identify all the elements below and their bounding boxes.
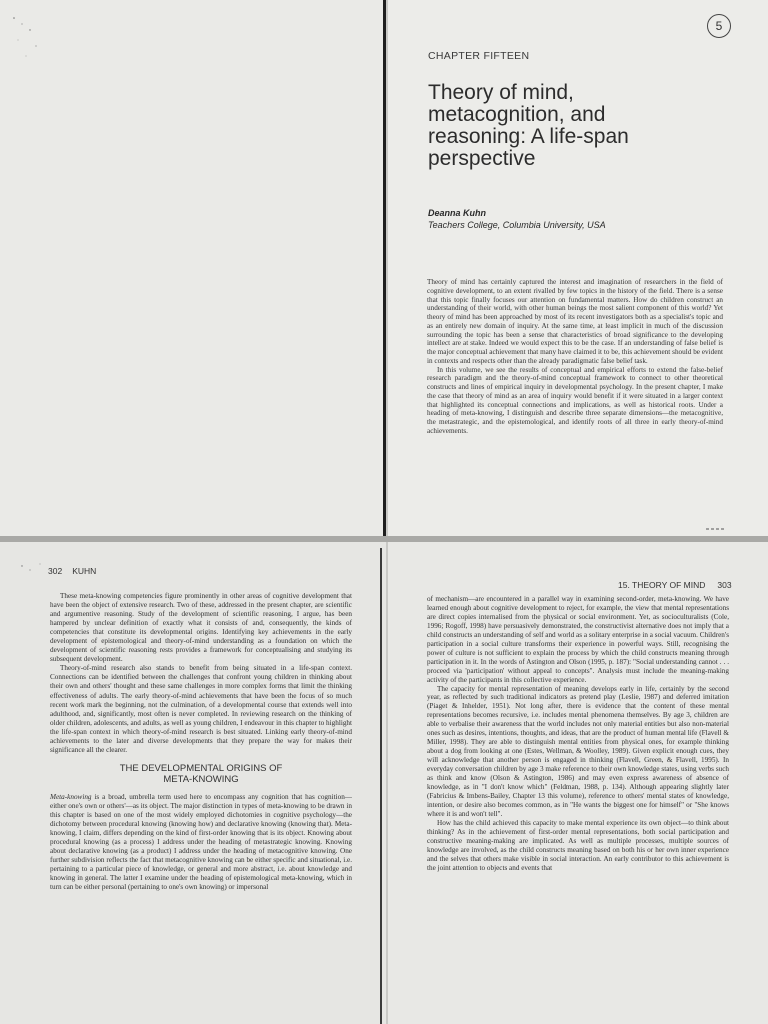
body-paragraph: How has the child achieved this capacity to make mental experience its own object—to think about thinking? As in the achievement of first-order mental representations, both social participation and constructive meaning-making are implicated. As well as multiple processes, multiple sources of knowledge are involved, as the child constructs meaning based on both his or her own inner experience and the selves that others make visible in social interaction. An early contributor to this achievement is the joint attention to objects and events that <box>427 818 729 872</box>
chapter-introduction <box>427 278 723 436</box>
running-head-text: 15. THEORY OF MIND <box>618 580 706 590</box>
paragraph-text: is a broad, umbrella term used here to encompass any cognition that has cognition—either one's own or others'—as its object. The major distinction in types of meta-knowing to be drawn in this chapter is based on one of the most widely employed dichotomies in cognitive psychology—the dichotomy between procedural knowing (knowing how) and declarative knowing (knowing that). Meta-knowing, I claim, differs depending on the kind of first-order knowing that is its object. Knowing about procedural knowing (as a process) I address under the heading of metastrategic knowing. Knowing about declarative knowing (as a product) I address under the heading of metacognitive knowing. One further subdivision reflects the fact that metacognitive knowing can be either specific and situational, i.e. pertaining to a particular piece of knowledge, or general and more abstract, i.e. about knowledge and knowing in general. The latter I examine under the heading of epistemological meta-knowing, which in turn can be either personal (pertaining to one's own knowing) or impersonal <box>50 792 352 892</box>
ellipsis-mark <box>706 528 724 530</box>
body-paragraph: These meta-knowing competencies figure prominently in other areas of cognitive development that have been the object of extensive research. Two of these, addressed in the present chapter, are scientific and argumentive reasoning. Study of the development of scientific reasoning, I argue, has been hampered by unclear definition of exactly what it consists of and, consequently, the kinds of competencies that constitute its developmental origins. Identifying key achievements in the early development of epistemological and theory-of-mind understanding as a foundation on which the development of scientific reasoning rests provides a framework for conceptualising and studying its subsequent development. <box>50 592 352 664</box>
scan-speck-marks <box>8 10 48 70</box>
heading-line: META-KNOWING <box>163 773 239 785</box>
body-paragraph <box>50 793 352 893</box>
body-paragraph: Theory-of-mind research also stands to benefit from being situated in a life-span context. Connections can be identified between the challenges that confront young children in thinking about their own and others' thought and these same challenges in more complex forms that limit the thinking effectiveness of adults. The early theory-of-mind achievements that have been the focus of so much recent work mark the beginning, not the culmination, of a developmental course that extends well into adulthood, and, significantly, most often is never completed. In reviewing research on the thinking of older children, adolescents, and adults, as well as young children, I endeavour in this chapter to highlight the life-span context in which theory-of-mind research is best situated. Linking early theory-of-mind achievements to the later and diverse developments that they prepare the way for makes their significance all the clearer. <box>50 664 352 754</box>
term-italic: Meta-knowing <box>50 792 92 801</box>
circled-page-mark: 5 <box>707 14 731 38</box>
chapter-label: CHAPTER FIFTEEN <box>428 50 530 62</box>
heading-line: THE DEVELOPMENTAL ORIGINS OF <box>119 762 283 774</box>
title-line: metacognition, and <box>428 103 606 126</box>
blank-facing-page <box>0 0 386 536</box>
scan-gap <box>0 536 768 542</box>
author-affiliation: Teachers College, Columbia University, USA <box>428 220 606 230</box>
title-line: reasoning: A life-span <box>428 125 629 148</box>
page-number: 303 <box>717 580 732 590</box>
page-number: 302 <box>48 566 63 576</box>
author-name: Deanna Kuhn <box>428 208 487 218</box>
scan-speck-marks <box>18 560 48 580</box>
body-paragraph: of mechanism—are encountered in a parallel way in examining second-order, meta-knowing. We have learned enough about cognitive development to reject, for example, the view that mental representations are direct copies internalised from the physical or social environment. Yet, as socioculturalists (Cole, 1996; Rogoff, 1998) have persuasively demonstrated, the constructivist alternative does not imply that a child constructs an understanding of self and world as a solitary enterprise in a social vacuum. Children's participation in a social culture transforms their experience in powerful ways. Still, recognising the power of culture is not sufficient to explain the process by which the child constructs meaning through participation in it. In the words of Astington and Olson (1995, p. 187): "Social understanding cannot . . . proceed via 'participation' without appeal to concepts". Analysis must include the meaning-making activity of the participants in this collective experience. <box>427 595 729 684</box>
section-heading <box>50 763 352 785</box>
running-head-left <box>48 566 96 576</box>
body-paragraph: The capacity for mental representation of meaning develops early in life, certainly by the second year, as reflected by such traditional indicators as pretend play (Leslie, 1987) and deferred imitation (Piaget & Inhelder, 1951). Not long after, there is evidence that the content of these mental representations becomes recursive, i.e. includes mental phenomena themselves. By age 3, children are able to verbalise their awareness that the world includes not only material entities but also non-material ones such as desires, intentions, thoughts, and ideas, that are the product of human mental life (Flavell & Miller, 1998). They are able to distinguish mental entities from physical ones, for example thinking about a dog from looking at one (Estes, Wellman, & Woolley, 1989). Given explicit enough cues, they will acknowledge that another person is engaged in thinking (Flavell, Green, & Flavell, 1995). In everyday conversation children by age 3 make reference to their own knowledge states, using verbs such as think and know (Olson & Astington, 1986) and may even express awareness of absence of knowledge, as in "I don't know which" (Feldman, 1988, p. 134). Although appearing slightly later (Fabricius & Imbens-Bailey, Chapter 13 this volume), reference to others' mental states of knowledge, intention, or desire also becomes common, as in "He wants the biggest one for himself" or "She knows where it is and won't tell". <box>427 684 729 818</box>
page-303-body <box>427 595 729 873</box>
running-head-text: KUHN <box>72 566 97 576</box>
book-spine-bottom <box>380 548 382 1024</box>
title-line: Theory of mind, <box>428 81 574 104</box>
book-spine-top <box>383 0 386 536</box>
intro-paragraph: In this volume, we see the results of conceptual and empirical efforts to extend the false-belief research paradigm and the theory-of-mind conceptual framework to connect to other theoretical constructs and lines of empirical inquiry in developmental psychology. In the present chapter, I make the case that theory of mind as an area of inquiry would benefit if it were situated in a larger context that highlighted its conceptual connections and implications, as well as historical roots. Under a heading of meta-knowing, I distinguish and describe three separate dimensions—the metacognitive, the metastrategic, and the epistemological, and identify roots of all three in early theory-of-mind achievements. <box>427 365 723 435</box>
chapter-title <box>428 82 718 170</box>
page-302-body <box>50 592 352 892</box>
running-head-right <box>618 580 732 590</box>
intro-paragraph: Theory of mind has certainly captured the interest and imagination of researchers in the field of cognitive development, to an extent rivalled by few topics in the history of the field. There is a sense that this topic finally focuses our attention on fundamental matters. How do children construct an understanding of their world, with other human beings the most salient component of this world? Yet theory of mind has been approached by most of its recent investigators both as a specialist's topic and as an entirely new domain of inquiry. At the same time, at least implicit in much of the discussion surrounding the topic has been a sense that characteristics of broad significance to the developing intellect are at stake. Indeed we would expect this to be the case. If an understanding of false belief is the major conceptual achievement that many have claimed it to be, this achievement should be evident in contexts and respects other than the already paradigmatic false belief task. <box>427 278 723 365</box>
title-line: perspective <box>428 147 536 170</box>
